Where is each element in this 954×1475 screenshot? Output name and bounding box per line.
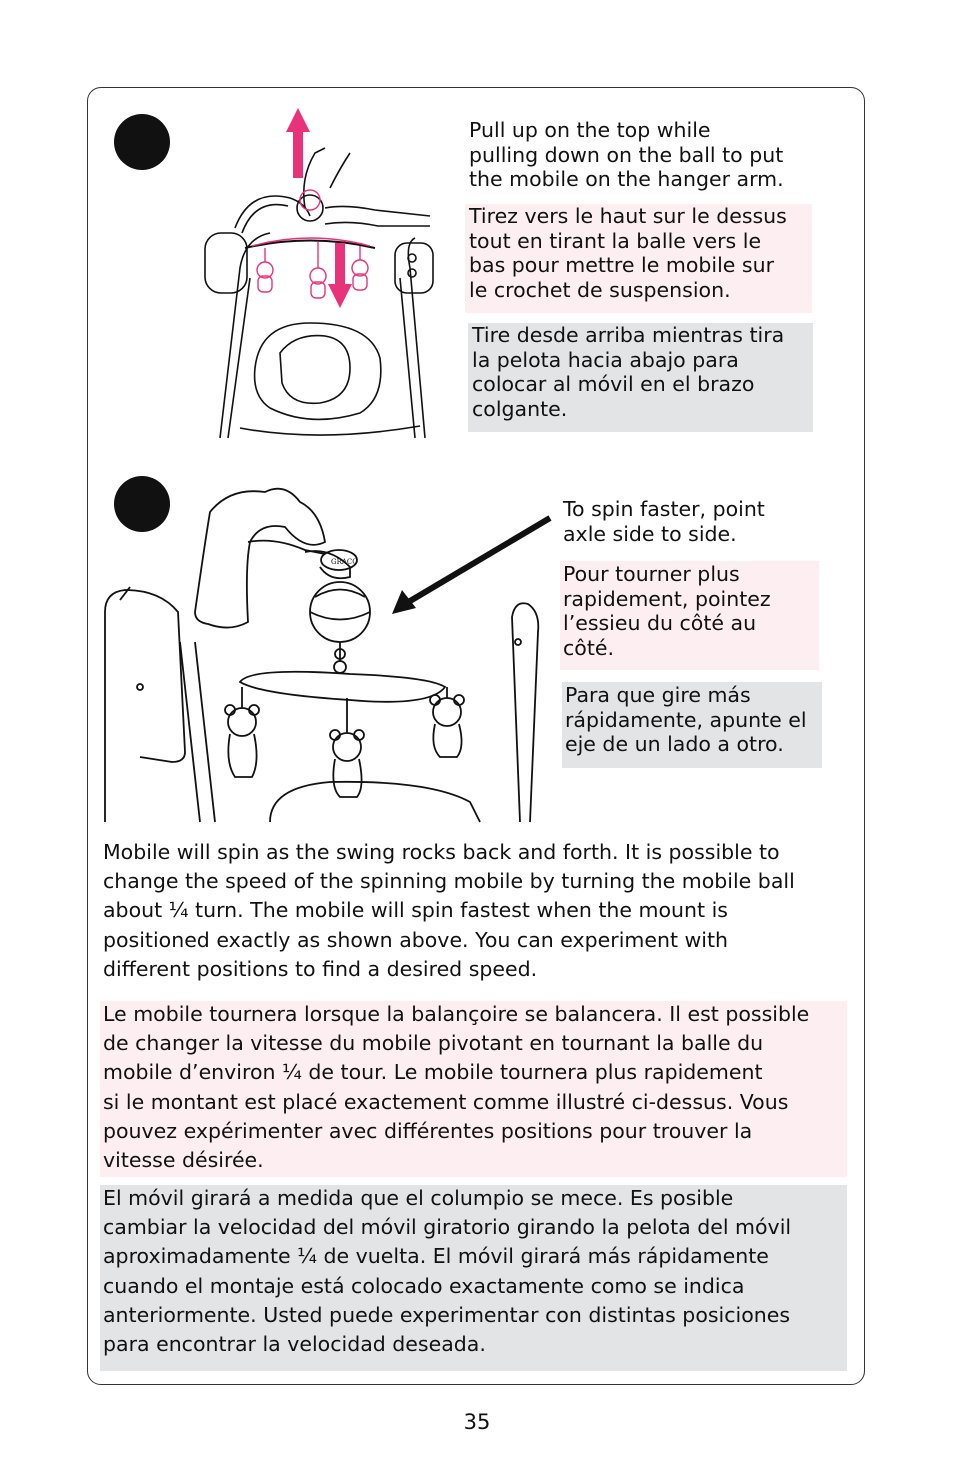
step2-text-en: To spin faster, point axle side to side. bbox=[563, 497, 765, 546]
body-text-es: El móvil girará a medida que el columpio se mece. Es posible cambiar la velocidad del móvil giratorio girando la pelota del móvil aproximadamente ¼ de vuelta. El móvil girará más rápidamente cuando el montaje está colocado exactamente como se indica anteriormente. Usted puede experimentar con distintas posiciones para encontrar la velocidad deseada. bbox=[103, 1186, 792, 1357]
graco-logo: GRACO bbox=[331, 558, 359, 566]
body-text-en: Mobile will spin as the swing rocks back and forth. It is possible to change the speed of the spinning mobile by turning the mobile ball about ¼ turn. The mobile will spin fastest when the mount is positioned exactly as shown above. You can experiment with different positions to find a desired speed. bbox=[103, 840, 795, 981]
body-text-fr: Le mobile tournera lorsque la balançoire se balancera. Il est possible de changer la vitesse du mobile pivotant en tournant la balle du mobile d’environ ¼ de tour. Le mobile tournera plus rapidement si le montant est placé exactement comme illustré ci-dessus. Vous pouvez expérimenter avec différentes positions pour trouver la vitesse désirée. bbox=[103, 1002, 810, 1173]
mobile-attach-illustration bbox=[200, 108, 450, 448]
step-1-marker bbox=[114, 114, 170, 170]
step2-text-es: Para que gire más rápidamente, apunte el eje de un lado a otro. bbox=[565, 683, 807, 756]
step1-text-es: Tire desde arriba mientras tira la pelota hacia abajo para colocar al móvil en el brazo colgante. bbox=[472, 323, 785, 421]
mobile-spin-illustration bbox=[100, 482, 550, 822]
step1-text-fr: Tirez vers le haut sur le dessus tout en tirant la balle vers le bas pour mettre le mobile sur le crochet de suspension. bbox=[469, 204, 787, 302]
step1-text-en: Pull up on the top while pulling down on the ball to put the mobile on the hanger arm. bbox=[469, 118, 784, 191]
step2-text-fr: Pour tourner plus rapidement, pointez l’essieu du côté au côté. bbox=[563, 562, 771, 660]
page-number: 35 bbox=[463, 1410, 491, 1434]
